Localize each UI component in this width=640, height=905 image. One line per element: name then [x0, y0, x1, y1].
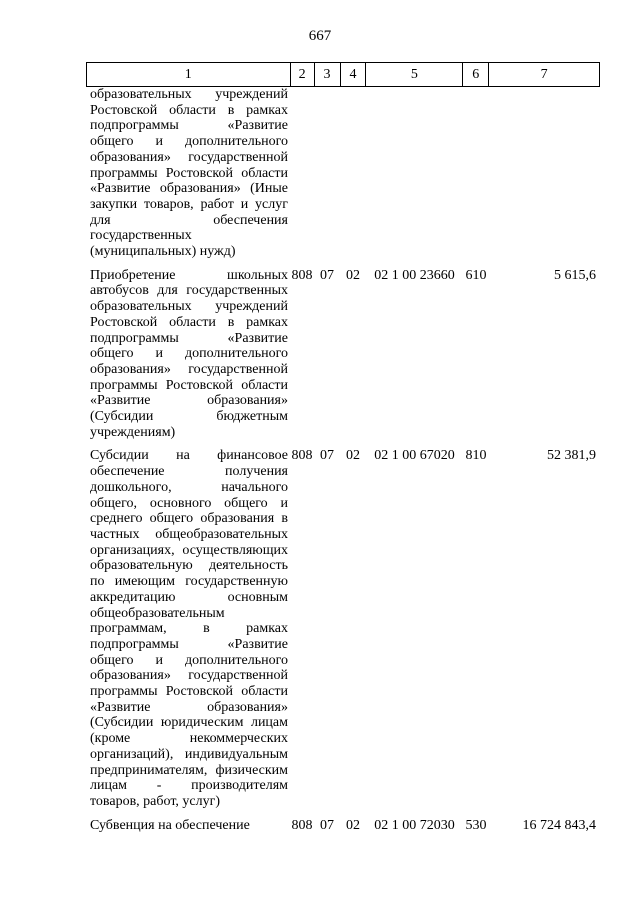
budget-table — [86, 62, 600, 833]
expense-type-cell — [463, 87, 489, 260]
expense-type-cell: 530 — [465, 817, 487, 833]
header-col-4: 4 — [341, 63, 367, 86]
section-code-cell: 07 — [320, 448, 334, 464]
table-header-row — [86, 62, 600, 87]
section-code-cell — [314, 87, 340, 260]
table-row — [86, 448, 600, 809]
ministry-code-cell: 808 — [291, 817, 313, 833]
subsection-code-cell — [340, 87, 366, 260]
target-article-cell: 02 1 00 23660 — [374, 267, 455, 283]
expense-type-cell: 610 — [465, 267, 487, 283]
amount-cell: 5 615,6 — [554, 267, 596, 283]
amount-cell: 52 381,9 — [547, 448, 596, 464]
ministry-code-cell — [290, 87, 314, 260]
row-name-cell: Приобретение школьных автобусов для государственных образовательных учреждений Ростовской области в рамках подпрограммы «Развитие общего и дополнительного образования» государственной программы Ростовской области «Развитие образования» (Субсидии бюджетным учреждениям) — [90, 267, 288, 440]
subsection-code-cell: 02 — [346, 817, 360, 833]
amount-cell — [489, 87, 600, 260]
row-name-cell: образовательных учреждений Ростовской области в рамках подпрограммы «Развитие общего и дополнительного образования» государственной программы Ростовской области «Развитие образования» (Иные закупки товаров, работ и услуг для обеспечения государственных (муниципальных) нужд) — [90, 87, 288, 260]
table-row — [86, 268, 600, 441]
header-col-3: 3 — [315, 63, 341, 86]
table-row — [86, 87, 600, 260]
subsection-code-cell: 02 — [346, 448, 360, 464]
target-article-cell — [366, 87, 463, 260]
ministry-code-cell: 808 — [291, 448, 313, 464]
section-code-cell: 07 — [320, 267, 334, 283]
target-article-cell: 02 1 00 72030 — [374, 817, 455, 833]
header-col-5: 5 — [366, 63, 463, 86]
row-name-cell: Субсидии на финансовое обеспечение получения дошкольного, начального общего, основного общего и среднего общего образования в частных общеобразовательных организациях, осуществляющих образовательную деятельность по имеющим государственную аккредитацию основным общеобразовательным программам, в рамках подпрограммы «Развитие общего и дополнительного образования» государственной программы Ростовской области «Развитие образования» (Субсидии юридическим лицам (кроме некоммерческих организаций), индивидуальным предпринимателям, физическим лицам - производителям товаров, работ, услуг) — [90, 448, 288, 809]
header-col-2: 2 — [291, 63, 315, 86]
page-number: 667 — [308, 28, 332, 44]
header-col-7: 7 — [489, 63, 600, 86]
row-name-cell: Субвенция на обеспечение — [90, 817, 250, 833]
subsection-code-cell: 02 — [346, 267, 360, 283]
header-col-6: 6 — [463, 63, 489, 86]
target-article-cell: 02 1 00 67020 — [374, 448, 455, 464]
amount-cell: 16 724 843,4 — [522, 817, 596, 833]
section-code-cell: 07 — [320, 817, 334, 833]
ministry-code-cell: 808 — [291, 267, 313, 283]
header-col-1: 1 — [87, 63, 291, 86]
expense-type-cell: 810 — [465, 448, 487, 464]
table-row — [86, 818, 600, 834]
